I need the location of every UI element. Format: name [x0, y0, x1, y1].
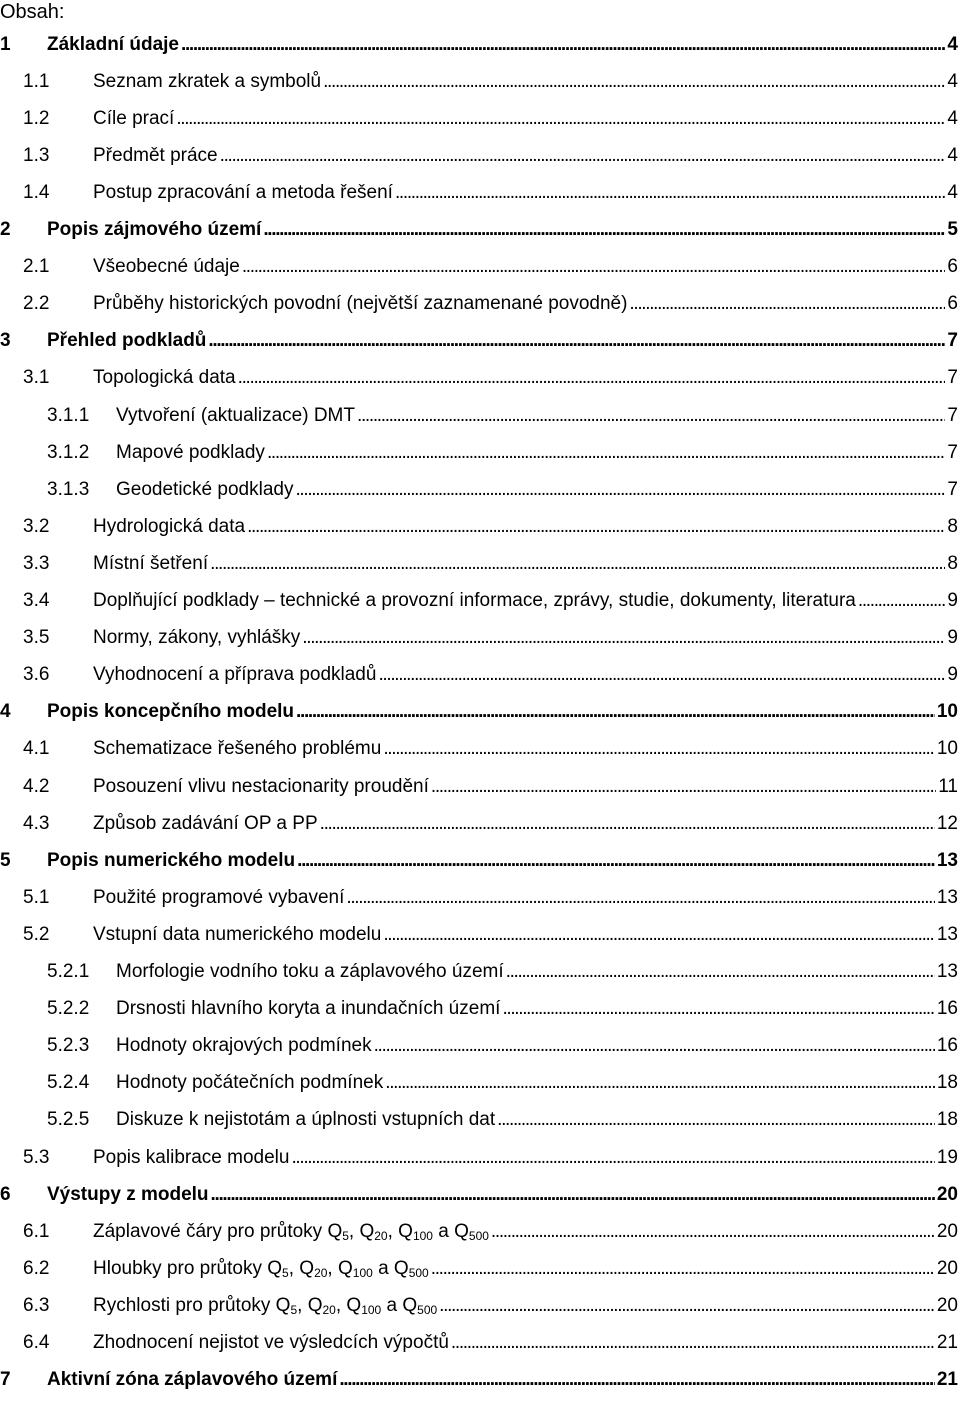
toc-entry-page: 7 [947, 478, 958, 500]
toc-dot-leader [383, 924, 935, 946]
toc-entry-title: Geodetické podklady [116, 478, 294, 500]
toc-dot-leader [374, 1035, 935, 1057]
toc-entry-page: 20 [936, 1220, 958, 1242]
toc-entry-title: Morfologie vodního toku a záplavového území [116, 961, 504, 982]
toc-entry[interactable] [0, 434, 960, 471]
toc-entry-number: 2.2 [23, 293, 50, 315]
toc-entry-page: 9 [947, 664, 958, 686]
toc-entry-page: 18 [936, 1072, 958, 1094]
toc-entry-number: 3.3 [23, 552, 50, 574]
toc-entry[interactable] [0, 323, 960, 360]
toc-entry-page: 6 [947, 293, 958, 315]
toc-entry-number: 2 [0, 219, 11, 240]
toc-entry-page: 6 [947, 256, 958, 278]
toc-entry[interactable] [0, 583, 960, 620]
toc-entry-title: Postup zpracování a metoda řešení [93, 181, 393, 203]
toc-entry[interactable] [0, 1250, 960, 1287]
toc-dot-leader [238, 367, 946, 389]
toc-entry[interactable] [0, 471, 960, 508]
toc-dot-leader [385, 1072, 935, 1094]
toc-entry-number: 6.4 [23, 1332, 50, 1353]
toc-entry-number: 3.1.3 [47, 478, 90, 500]
toc-dot-leader [263, 219, 945, 241]
toc-entry-title: Vyhodnocení a příprava podkladů [93, 664, 377, 686]
toc-entry-number: 6.3 [23, 1294, 50, 1316]
toc-entry[interactable] [0, 360, 960, 397]
toc-entry-number: 3.2 [23, 515, 50, 537]
toc-entry[interactable] [0, 1028, 960, 1065]
toc-entry-title: Schematizace řešeného problému [93, 738, 382, 760]
toc-heading: Obsah: [0, 1, 65, 23]
toc-entry-number: 6.2 [23, 1257, 50, 1279]
toc-dot-leader [208, 330, 945, 352]
toc-dot-leader [383, 738, 935, 760]
toc-entry-page: 18 [936, 1109, 958, 1131]
toc-entry-title: Cíle prací [93, 107, 175, 129]
toc-entry[interactable] [0, 916, 960, 953]
toc-dot-leader [220, 145, 946, 167]
toc-entry-title: Hodnoty okrajových podmínek [116, 1035, 372, 1057]
toc-entry[interactable] [0, 1139, 960, 1176]
toc-dot-leader [497, 1109, 935, 1131]
toc-dot-leader [431, 776, 936, 798]
toc-entry-title: Seznam zkratek a symbolů [93, 70, 322, 92]
toc-entry-title: Doplňující podklady – technické a provozní informace, zprávy, studie, dokumenty, literatura [93, 590, 856, 611]
toc-entry-number: 1.3 [23, 144, 50, 166]
toc-entry-number: 5.2 [23, 923, 50, 945]
toc-entry[interactable] [0, 1102, 960, 1139]
toc-entry-number: 3.6 [23, 664, 50, 686]
toc-dot-leader [320, 813, 935, 835]
toc-entry-page: 16 [936, 998, 958, 1020]
toc-entry-number: 3 [0, 330, 11, 352]
toc-entry-page: 4 [947, 144, 958, 166]
toc-entry-number: 3.5 [23, 627, 50, 649]
toc-entry[interactable] [0, 397, 960, 434]
toc-dot-leader [210, 553, 945, 575]
toc-dot-leader [357, 405, 945, 427]
toc-dot-leader [339, 1369, 935, 1391]
toc-entry[interactable] [0, 620, 960, 657]
toc-entry[interactable] [0, 26, 960, 63]
toc-entry[interactable] [0, 545, 960, 582]
toc-entry[interactable] [0, 694, 960, 731]
toc-entry[interactable] [0, 1287, 960, 1324]
toc-dot-leader [302, 627, 945, 649]
toc-entry-number: 3.1.2 [47, 441, 90, 463]
toc-entry[interactable] [0, 879, 960, 916]
toc-entry-page: 9 [947, 627, 958, 649]
toc-entry[interactable] [0, 954, 960, 991]
toc-entry-title: Všeobecné údaje [93, 256, 240, 278]
toc-dot-leader [346, 887, 934, 909]
toc-entry-number: 5.2.4 [47, 1072, 90, 1094]
toc-entry[interactable] [0, 805, 960, 842]
toc-entry-number: 4.2 [23, 775, 50, 797]
toc-dot-leader [242, 256, 946, 278]
toc-entry-number: 1.4 [23, 181, 50, 203]
toc-entry-page: 11 [938, 775, 958, 797]
toc-dot-leader [247, 516, 945, 538]
toc-entry-page: 13 [936, 923, 958, 945]
toc-entry-number: 5.2.3 [47, 1035, 90, 1057]
toc-entry-number: 6 [0, 1183, 11, 1205]
toc-entry-number: 1.1 [23, 70, 50, 92]
toc-entry[interactable] [0, 286, 960, 323]
toc-dot-leader [395, 182, 945, 204]
toc-entry-page: 8 [947, 515, 958, 537]
toc-entry-page: 4 [947, 107, 958, 129]
toc-entry-page: 10 [936, 738, 958, 760]
toc-entry-page: 21 [936, 1369, 958, 1391]
toc-entry-number: 7 [0, 1369, 11, 1391]
toc-entry-title: Výstupy z modelu [47, 1183, 209, 1205]
toc-entry[interactable] [0, 991, 960, 1028]
toc-entry-title: Popis numerického modelu [47, 849, 296, 871]
toc-entry[interactable] [0, 1362, 960, 1399]
toc-entry-number: 5.3 [23, 1146, 50, 1168]
toc-entry-page: 5 [947, 219, 958, 240]
toc-entry-title: Průběhy historických povodní (největší zaznamenané povodně) [93, 293, 628, 315]
toc-entry-number: 6.1 [23, 1220, 50, 1242]
toc-entry-title: Rychlosti pro průtoky $Q_5$, $Q_{20}$, $Q_{100}$ a $Q_{500}$ [93, 1294, 438, 1317]
toc-entry-page: 7 [947, 367, 958, 389]
toc-entry[interactable] [0, 137, 960, 174]
toc-entry-title: Místní šetření [93, 552, 209, 574]
toc-dot-leader [629, 293, 945, 315]
toc-entry-title: Popis kalibrace modelu [93, 1146, 290, 1168]
toc-entry-page: 8 [947, 552, 958, 574]
toc-entry-page: 20 [936, 1294, 958, 1316]
toc-dot-leader [378, 664, 945, 686]
toc-entry-number: 5.2.2 [47, 998, 90, 1020]
toc-entry-page: 7 [947, 404, 958, 426]
toc-entry-title: Topologická data [93, 367, 236, 389]
toc-dot-leader [211, 1184, 935, 1206]
toc-entry-title: Přehled podkladů [47, 330, 207, 352]
toc-entry-number: 5.1 [23, 886, 50, 908]
toc-dot-leader [176, 108, 945, 130]
toc-entry-title: Záplavové čáry pro průtoky $Q_5$, $Q_{20}$, $Q_{100}$ a $Q_{500}$ [93, 1220, 489, 1243]
toc-dot-leader [291, 1147, 934, 1169]
toc-entry-title: Normy, zákony, vyhlášky [93, 627, 301, 649]
toc-dot-leader [267, 442, 945, 464]
toc-entry-page: 19 [936, 1146, 958, 1168]
toc-entry-number: 3.1 [23, 367, 50, 389]
toc-entry-page: 12 [936, 812, 958, 834]
toc-dot-leader [858, 590, 946, 612]
toc-entry-number: 1 [0, 33, 11, 55]
toc-entry-title: Drsnosti hlavního koryta a inundačních území [116, 998, 501, 1020]
toc-entry[interactable] [0, 63, 960, 100]
toc-entry-title: Hydrologická data [93, 515, 246, 537]
toc-entry[interactable] [0, 508, 960, 545]
toc-entry-title: Zhodnocení nejistot ve výsledcích výpočtů [93, 1332, 449, 1353]
toc-entry-page: 9 [947, 590, 958, 611]
toc-entry-page: 20 [936, 1257, 958, 1279]
toc-entry-page: 7 [947, 330, 958, 352]
toc-entry-page: 21 [936, 1332, 958, 1353]
toc-entry[interactable] [0, 1213, 960, 1250]
toc-entry-title: Hloubky pro průtoky $Q_5$, $Q_{20}$, $Q_{100}$ a $Q_{500}$ [93, 1257, 429, 1280]
toc-entry-title: Vytvoření (aktualizace) DMT [116, 404, 355, 426]
toc-entry[interactable] [0, 1176, 960, 1213]
toc-entry-title: Diskuze k nejistotám a úplnosti vstupních dat [116, 1109, 496, 1131]
toc-dot-leader [502, 998, 934, 1020]
toc-dot-leader [491, 1221, 935, 1243]
toc-dot-leader [181, 34, 945, 56]
toc-dot-leader [323, 71, 945, 93]
toc-entry[interactable] [0, 174, 960, 211]
toc-entry-title: Vstupní data numerického modelu [93, 923, 382, 945]
toc-dot-leader [431, 1258, 935, 1280]
toc-entry[interactable] [0, 212, 960, 249]
toc-entry-page: 13 [936, 849, 958, 871]
toc-entry-title: Způsob zadávání OP a PP [93, 812, 318, 834]
toc-entry[interactable] [0, 731, 960, 768]
toc-entry[interactable] [0, 768, 960, 805]
toc-dot-leader [506, 961, 935, 983]
toc-entry[interactable] [0, 249, 960, 286]
toc-entry[interactable] [0, 657, 960, 694]
toc-entry-number: 1.2 [23, 107, 50, 129]
toc-entry[interactable] [0, 100, 960, 137]
toc-entry-page: 4 [947, 70, 958, 92]
toc-dot-leader [439, 1295, 935, 1317]
toc-entry-title: Posouzení vlivu nestacionarity proudění [93, 775, 429, 797]
toc-entry-number: 5 [0, 849, 11, 871]
toc-entry-title: Mapové podklady [116, 441, 265, 463]
toc-dot-leader [295, 479, 945, 501]
toc-dot-leader [451, 1332, 935, 1354]
toc-entry-page: 13 [936, 886, 958, 908]
toc-entry-title: Popis koncepčního modelu [47, 701, 295, 723]
toc-entry-number: 4.3 [23, 812, 50, 834]
toc-entry-number: 5.2.1 [47, 961, 90, 982]
toc-entry-number: 3.1.1 [47, 404, 90, 426]
toc-entry-page: 13 [936, 961, 958, 982]
toc-dot-leader [297, 850, 935, 872]
toc-entry-page: 20 [936, 1183, 958, 1205]
toc-dot-leader [296, 701, 935, 723]
toc-entry-title: Základní údaje [47, 33, 179, 55]
toc-entry-title: Popis zájmového území [47, 219, 262, 240]
toc-entry-title: Hodnoty počátečních podmínek [116, 1072, 384, 1094]
toc-entry[interactable] [0, 1325, 960, 1362]
toc-entry-page: 4 [947, 33, 958, 55]
toc-entry-page: 7 [947, 441, 958, 463]
toc-entry-page: 10 [936, 701, 958, 723]
toc-entry-number: 3.4 [23, 590, 50, 611]
toc-entry-number: 4 [0, 701, 11, 723]
toc-entry-title: Použité programové vybavení [93, 886, 345, 908]
toc-entry[interactable] [0, 1065, 960, 1102]
toc-entry-number: 2.1 [23, 256, 50, 278]
toc-entry-title: Předmět práce [93, 144, 218, 166]
toc-entry-number: 5.2.5 [47, 1109, 90, 1131]
toc-entry-number: 4.1 [23, 738, 50, 760]
toc-entry[interactable] [0, 842, 960, 879]
toc-entry-title: Aktivní zóna záplavového území [47, 1369, 338, 1391]
toc-entry-page: 4 [947, 181, 958, 203]
toc-entry-page: 16 [936, 1035, 958, 1057]
